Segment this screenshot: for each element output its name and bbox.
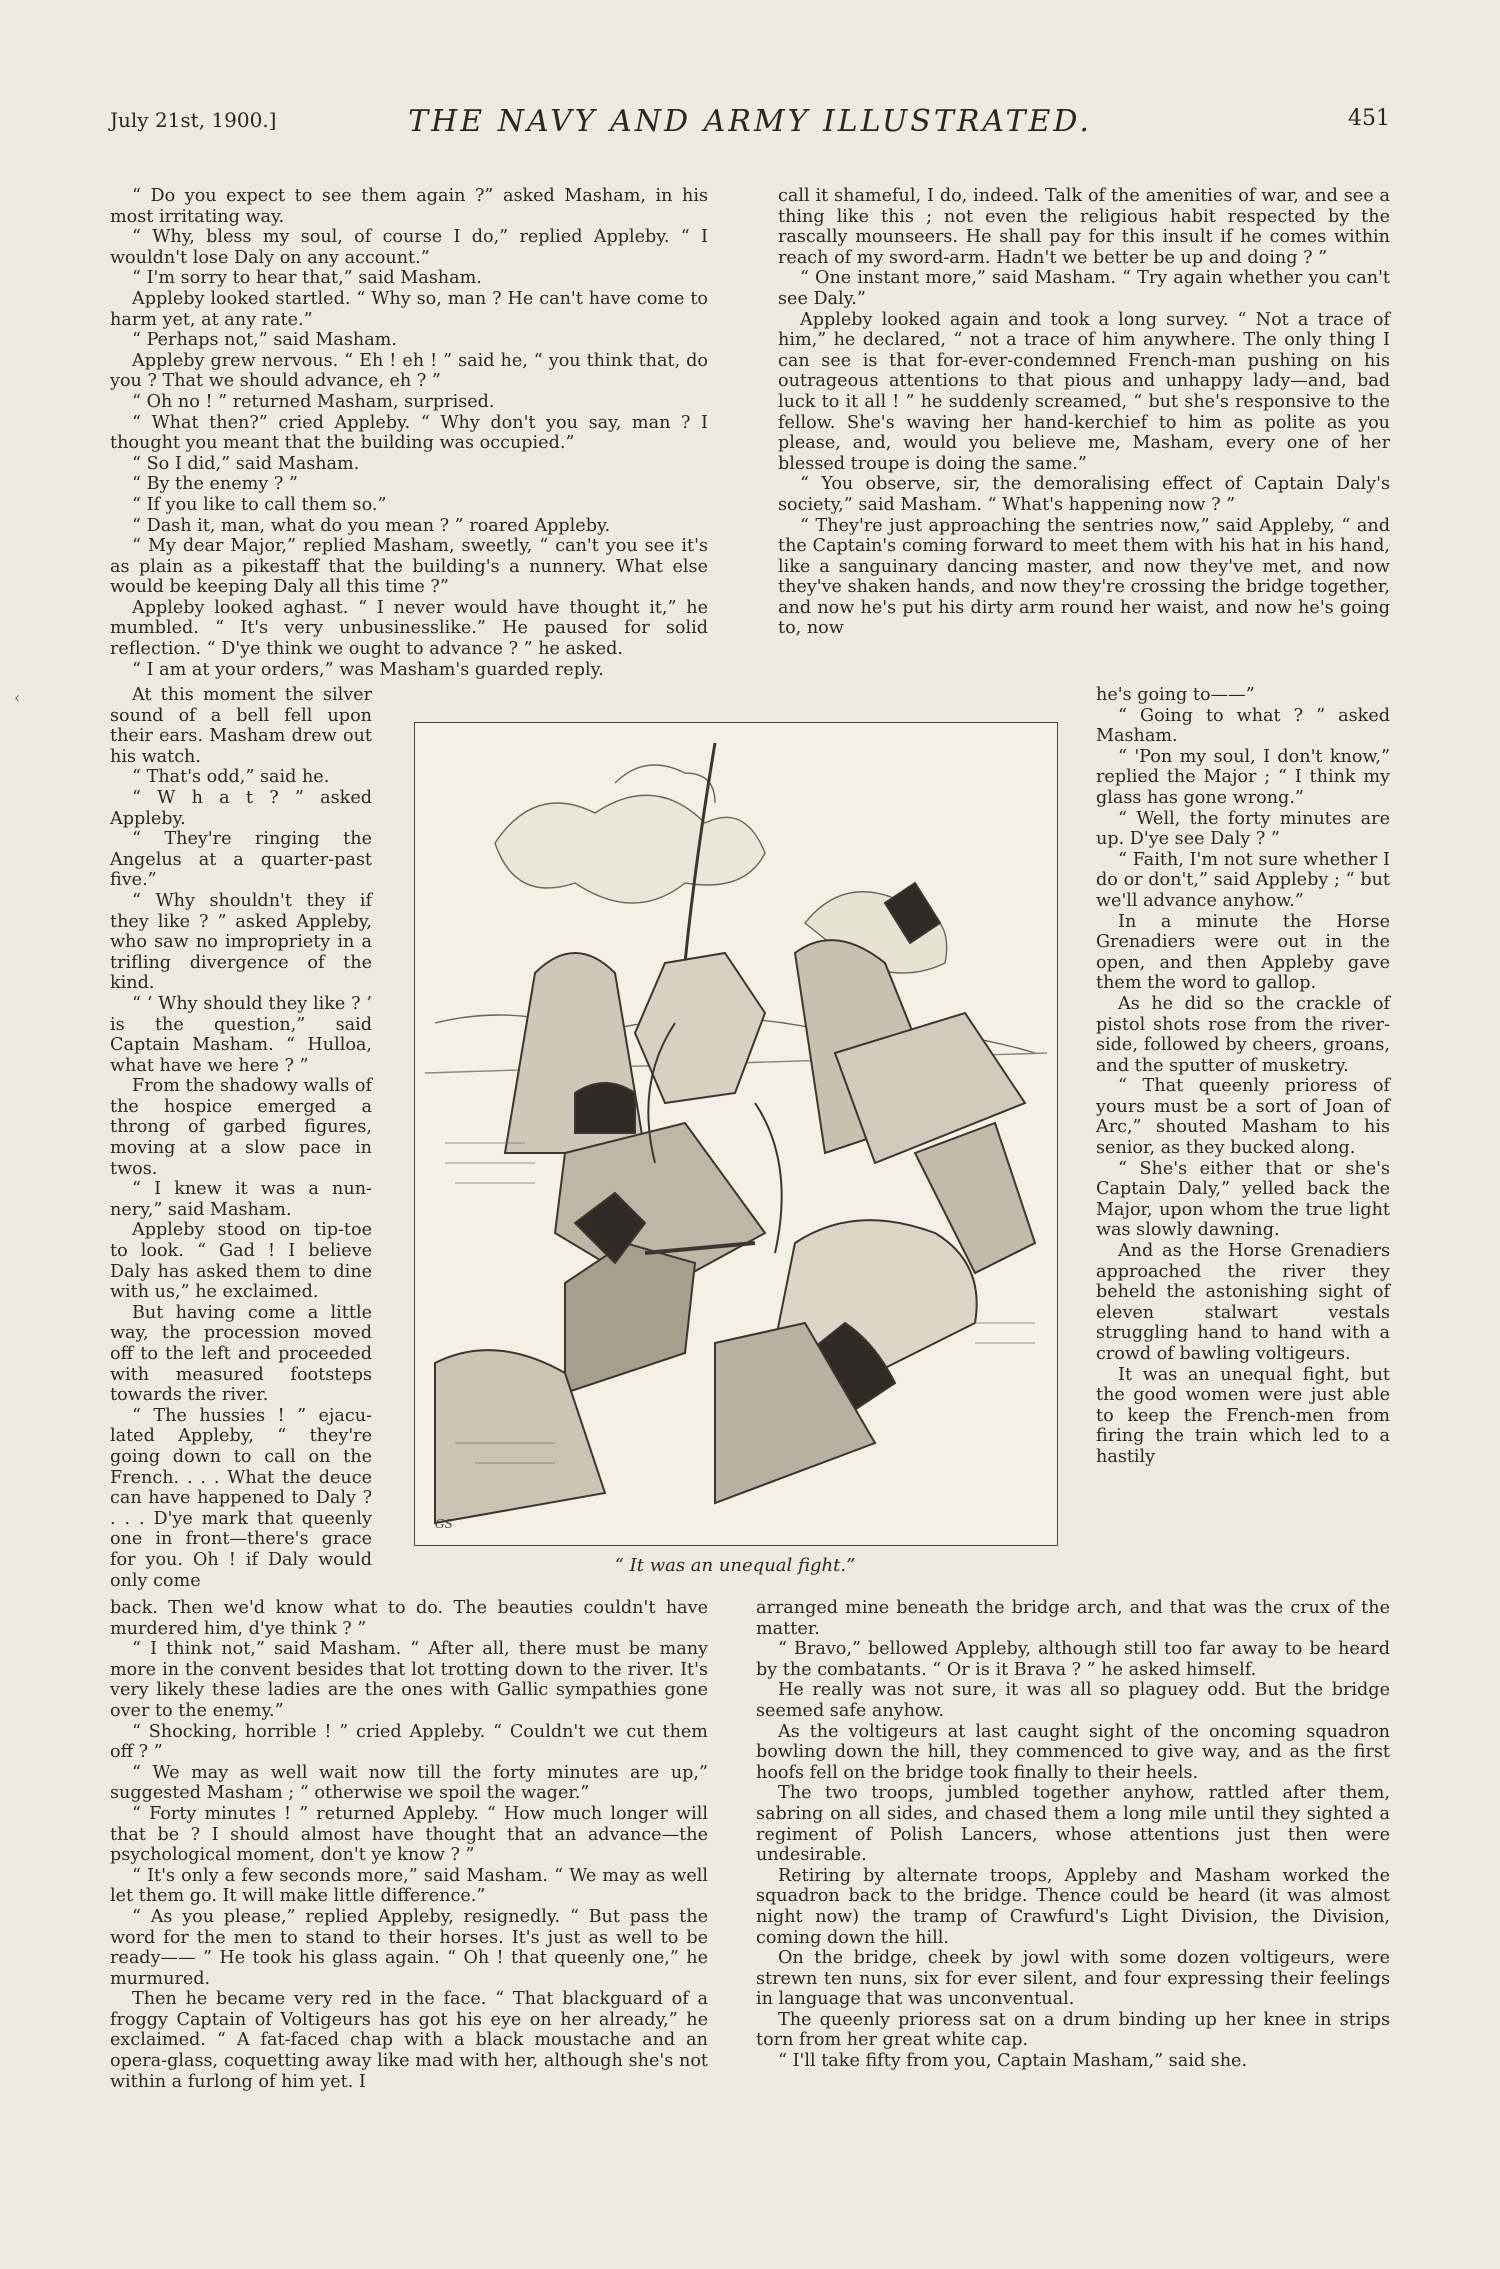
paragraph: Appleby stood on tip-toe to look. “ Gad ! I believe Daly has asked them to dine with us,” he exclaimed. bbox=[110, 1220, 372, 1303]
paragraph: “ She's either that or she's Captain Daly,” yelled back the Major, upon whom the true light was slowly dawning. bbox=[1096, 1158, 1390, 1241]
artist-signature: GS bbox=[435, 1517, 453, 1531]
paragraph: “ Bravo,” bellowed Appleby, although still too far away to be heard by the combatants. “ Or is it Brava ? ” he asked himself. bbox=[756, 1639, 1390, 1680]
paragraph: “ Do you expect to see them again ?” asked Masham, in his most irritating way. bbox=[110, 186, 708, 227]
text-column-narrow-left bbox=[110, 685, 372, 1591]
paragraph: “ They're just approaching the sentries now,” said Appleby, “ and the Captain's coming forward to meet them with his hat in his hand, like a sanguinary dancing master, and now they've met, and now they've shaken hands, and now they're crossing the bridge together, and now he's put his dirty arm round her waist, and now he's going to, now bbox=[778, 515, 1390, 639]
paragraph: “ Oh no ! ” returned Masham, surprised. bbox=[132, 391, 495, 412]
illustration-drawing bbox=[415, 723, 1057, 1545]
paragraph: “ That's odd,” said he. bbox=[132, 767, 330, 788]
paragraph: “ What then?” cried Appleby. “ Why don't you say, man ? I thought you meant that the building was occupied.” bbox=[110, 412, 708, 454]
paragraph: “ One instant more,” said Masham. “ Try again whether you can't see Daly.” bbox=[778, 268, 1390, 309]
paragraph: It was an unequal fight, but the good women were just able to keep the French-men from firing the train which led to a hastily bbox=[1096, 1364, 1390, 1467]
paragraph: “ I knew it was a nun-nery,” said Masham. bbox=[110, 1179, 372, 1220]
paragraph: Appleby looked startled. “ Why so, man ? He can't have come to harm yet, at any rate.” bbox=[110, 288, 708, 330]
paragraph: But having come a little way, the procession moved off to the left and proceeded with measured footsteps towards the river. bbox=[110, 1302, 372, 1406]
paragraph: “ ‘ Why should they like ? ’ is the question,” said Captain Masham. “ Hulloa, what have we here ? ” bbox=[110, 993, 372, 1076]
page-header bbox=[110, 104, 1390, 144]
paragraph: From the shadowy walls of the hospice emerged a throng of garbed figures, moving at a slow pace in twos. bbox=[110, 1076, 372, 1179]
paragraph: “ My dear Major,” replied Masham, sweetly, “ can't you see it's as plain as a pikestaff that the building's a nunnery. What else would be keeping Daly all this time ?” bbox=[110, 536, 708, 598]
paragraph: “ As you please,” replied Appleby, resignedly. “ But pass the word for the men to stand to their horses. It's just as well to be ready—— ” He took his glass again. “ Oh ! that queenly one,” he murmured. bbox=[110, 1906, 708, 1989]
paragraph: “ It's only a few seconds more,” said Masham. “ We may as well let them go. It will make little difference.” bbox=[110, 1865, 708, 1907]
text-column-right-bottom bbox=[756, 1598, 1390, 2072]
paragraph: At this moment the silver sound of a bell fell upon their ears. Masham drew out his watch. bbox=[110, 685, 372, 767]
paragraph: Appleby grew nervous. “ Eh ! eh ! ” said he, “ you think that, do you ? That we should advance, eh ? ” bbox=[110, 350, 708, 392]
paragraph: Appleby looked again and took a long survey. “ Not a trace of him,” he declared, “ not a trace of him anywhere. The only thing I can see is that for-ever-condemned French-man pushing on his outrageous attentions to that pious and unhappy lady—and, bad luck to it all ! ” he suddenly screamed, “ but she's responsive to the fellow. She's waving her hand-kerchief to him as polite as you please, and, would you believe me, Masham, every one of her blessed troupe is doing the same.” bbox=[778, 309, 1390, 474]
issue-date: July 21st, 1900.] bbox=[110, 108, 277, 132]
text-column-left-bottom bbox=[110, 1598, 708, 2092]
paragraph: “ Perhaps not,” said Masham. bbox=[132, 330, 397, 351]
text-column-left-top bbox=[110, 186, 708, 680]
paragraph: In a minute the Horse Grenadiers were out in the open, and then Appleby gave them the word to gallop. bbox=[1096, 911, 1390, 994]
paragraph: “ I am at your orders,” was Masham's guarded reply. bbox=[132, 659, 604, 680]
text-column-right-top bbox=[778, 186, 1390, 639]
paragraph: As he did so the crackle of pistol shots rose from the river-side, followed by cheers, groans, and the sputter of musketry. bbox=[1096, 993, 1390, 1076]
paragraph: And as the Horse Grenadiers approached the river they beheld the astonishing sight of eleven stalwart vestals struggling hand to hand with a crowd of bawling voltigeurs. bbox=[1096, 1241, 1390, 1364]
paragraph: “ The hussies ! ” ejacu-lated Appleby, “ they're going down to call on the French. . . . What the deuce can have happened to Daly ? . . . D'ye mark that queenly one in front—there's grace for you. Oh ! if Daly would only come bbox=[110, 1405, 372, 1591]
paragraph: The queenly prioress sat on a drum binding up her knee in strips torn from her great white cap. bbox=[756, 2009, 1390, 2051]
paragraph: “ Going to what ? ” asked Masham. bbox=[1096, 705, 1390, 747]
paragraph: “ Forty minutes ! ” returned Appleby. “ How much longer will that be ? I should almost have thought that an advance—the psychological moment, don't ye know ? ” bbox=[110, 1803, 708, 1866]
paragraph: arranged mine beneath the bridge arch, and that was the crux of the matter. bbox=[756, 1598, 1390, 1639]
paragraph: “ They're ringing the Angelus at a quarter-past five.” bbox=[110, 829, 372, 891]
paragraph: “ Shocking, horrible ! ” cried Appleby. “ Couldn't we cut them off ? ” bbox=[110, 1721, 708, 1763]
text-column-narrow-right bbox=[1096, 685, 1390, 1468]
paragraph: back. Then we'd know what to do. The beauties couldn't have murdered him, d'ye think ? ” bbox=[110, 1598, 708, 1639]
page-number: 451 bbox=[1348, 106, 1390, 131]
paragraph: As the voltigeurs at last caught sight of the oncoming squadron bowling down the hill, they commenced to give way, and as the first hoofs fell on the bridge took finally to their heels. bbox=[756, 1721, 1390, 1783]
paragraph: “ I'm sorry to hear that,” said Masham. bbox=[132, 268, 482, 289]
paragraph: “ Well, the forty minutes are up. D'ye see Daly ? ” bbox=[1096, 808, 1390, 850]
paragraph: “ I think not,” said Masham. “ After all, there must be many more in the convent besides that lot trotting down to the river. It's very likely these ladies are the ones with Gallic sympathies gone over to the enemy.” bbox=[110, 1639, 708, 1721]
paragraph: “ If you like to call them so.” bbox=[132, 494, 387, 515]
paragraph: He really was not sure, it was all so plaguey odd. But the bridge seemed safe anyhow. bbox=[756, 1680, 1390, 1721]
paragraph: call it shameful, I do, indeed. Talk of the amenities of war, and see a thing like this ; not even the religious habit respected by the rascally mounseers. He shall pay for this insult if he comes within reach of my sword-arm. Hadn't we better be up and doing ? ” bbox=[778, 186, 1390, 268]
paragraph: On the bridge, cheek by jowl with some dozen voltigeurs, were strewn ten nuns, six for ever silent, and four expressing their feelings in language that was unconventual. bbox=[756, 1948, 1390, 2010]
paragraph: “ You observe, sir, the demoralising effect of Captain Daly's society,” said Masham. “ What's happening now ? ” bbox=[778, 474, 1390, 515]
paragraph: Appleby looked aghast. “ I never would have thought it,” he mumbled. “ It's very unbusinesslike.” He paused for solid reflection. “ D'ye think we ought to advance ? ” he asked. bbox=[110, 597, 708, 660]
paragraph: “ By the enemy ? ” bbox=[132, 474, 298, 495]
paragraph: “ That queenly prioress of yours must be a sort of Joan of Arc,” shouted Masham to his senior, as they bucked along. bbox=[1096, 1076, 1390, 1159]
paragraph: “ W h a t ? ” asked Appleby. bbox=[110, 787, 372, 829]
paragraph: “ 'Pon my soul, I don't know,” replied the Major ; “ I think my glass has gone wrong.” bbox=[1096, 746, 1390, 808]
paragraph: “ Faith, I'm not sure whether I do or don't,” said Appleby ; “ but we'll advance anyhow.” bbox=[1096, 849, 1390, 911]
margin-mark: ‹ bbox=[14, 688, 21, 707]
publication-title: THE NAVY AND ARMY ILLUSTRATED. bbox=[408, 104, 1092, 139]
paragraph: “ Why shouldn't they if they like ? ” asked Appleby, who saw no impropriety in a trifling divergence of the kind. bbox=[110, 890, 372, 994]
paragraph: “ Dash it, man, what do you mean ? ” roared Appleby. bbox=[132, 515, 611, 536]
paragraph: he's going to——” bbox=[1096, 685, 1255, 705]
battle-illustration bbox=[414, 722, 1058, 1546]
illustration-caption: “ It was an unequal fight.” bbox=[614, 1555, 856, 1576]
paragraph: Then he became very red in the face. “ That blackguard of a froggy Captain of Voltigeurs has got his eye on her already,” he exclaimed. “ A fat-faced chap with a black moustache and an opera-glass, coquetting away like mad with her, although she's not within a furlong of him yet. I bbox=[110, 1989, 708, 2092]
paragraph: “ Why, bless my soul, of course I do,” replied Appleby. “ I wouldn't lose Daly on any account.” bbox=[110, 227, 708, 268]
paragraph: “ So I did,” said Masham. bbox=[132, 453, 360, 474]
paragraph: “ I'll take fifty from you, Captain Masham,” said she. bbox=[778, 2051, 1248, 2072]
paragraph: “ We may as well wait now till the forty minutes are up,” suggested Masham ; “ otherwise we spoil the wager.” bbox=[110, 1762, 708, 1804]
paragraph: Retiring by alternate troops, Appleby and Masham worked the squadron back to the bridge. Thence could be heard (it was almost night now) the tramp of Crawfurd's Light Division, the Division, coming down the hill. bbox=[756, 1865, 1390, 1948]
paragraph: The two troops, jumbled together anyhow, rattled after them, sabring on all sides, and chased them a long mile until they sighted a regiment of Polish Lancers, whose attentions just then were undesirable. bbox=[756, 1783, 1390, 1866]
